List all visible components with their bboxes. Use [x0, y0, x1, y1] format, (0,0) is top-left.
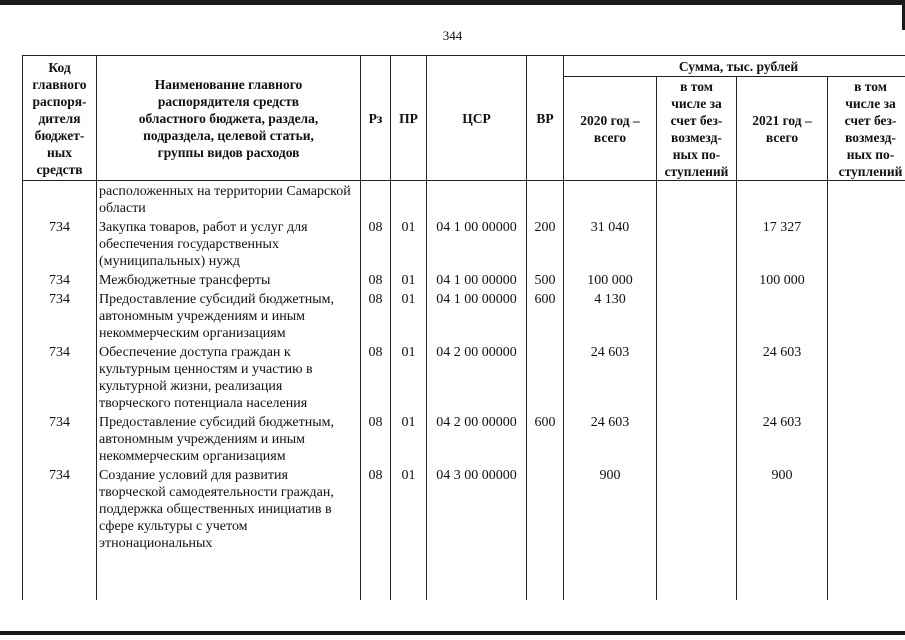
cell-sum-2020: 24 603 — [564, 342, 657, 412]
cell-rz: 08 — [361, 270, 391, 289]
header-rz: Рз — [361, 56, 391, 181]
table-row — [23, 181, 905, 218]
cell-code: 734 — [23, 217, 97, 270]
cell-bezv-2021 — [828, 289, 905, 342]
cell-bezv-2020 — [657, 342, 737, 412]
cell-pr: 01 — [391, 289, 427, 342]
table-row — [23, 465, 905, 552]
cell-sum-2020: 900 — [564, 465, 657, 552]
cell-code: 734 — [23, 465, 97, 552]
cell-pr: 01 — [391, 270, 427, 289]
cell-code: 734 — [23, 342, 97, 412]
cell-csr: 04 3 00 00000 — [427, 465, 527, 552]
cell-sum-2020: 4 130 — [564, 289, 657, 342]
cell-bezv-2020 — [657, 270, 737, 289]
cell-sum-2021: 17 327 — [737, 217, 828, 270]
header-total-2021: 2021 год – всего — [737, 77, 828, 181]
cell-sum-2020: 100 000 — [564, 270, 657, 289]
cell-vr — [527, 342, 564, 412]
cell-sum-2021: 24 603 — [737, 412, 828, 465]
cell-rz: 08 — [361, 465, 391, 552]
cell-csr: 04 1 00 00000 — [427, 289, 527, 342]
cell-name: Обеспечение доступа граждан к культурным ценностям и участию в культурной жизни, реализация творческого потенциала населения — [97, 342, 361, 412]
cell-rz: 08 — [361, 412, 391, 465]
cell-sum-2020: 31 040 — [564, 217, 657, 270]
cell-vr: 500 — [527, 270, 564, 289]
header-sum-group: Сумма, тыс. рублей — [564, 56, 905, 77]
cell-rz: 08 — [361, 289, 391, 342]
cell-name: Закупка товаров, работ и услуг для обеспечения государственных (муниципальных) нужд — [97, 217, 361, 270]
cell-name: Межбюджетные трансферты — [97, 270, 361, 289]
cell-bezv-2021 — [828, 342, 905, 412]
cell-sum-2021: 24 603 — [737, 342, 828, 412]
header-total-2020: 2020 год – всего — [564, 77, 657, 181]
header-code: Код главного распоря- дителя бюджет- ных средств — [23, 56, 97, 181]
cell-bezv-2020 — [657, 181, 737, 218]
cell-vr — [527, 181, 564, 218]
cell-rz — [361, 181, 391, 218]
cell-sum-2020: 24 603 — [564, 412, 657, 465]
cell-bezv-2021 — [828, 181, 905, 218]
cell-pr: 01 — [391, 465, 427, 552]
header-pr: ПР — [391, 56, 427, 181]
cell-bezv-2021 — [828, 270, 905, 289]
cell-name: Создание условий для развития творческой самодеятельности граждан, поддержка общественных инициатив в сфере культуры с учетом этнонациональных — [97, 465, 361, 552]
cell-sum-2021 — [737, 181, 828, 218]
cell-rz: 08 — [361, 342, 391, 412]
cell-code — [23, 181, 97, 218]
cell-pr: 01 — [391, 342, 427, 412]
cell-bezv-2020 — [657, 465, 737, 552]
budget-table — [22, 55, 905, 600]
cell-name: расположенных на территории Самарской области — [97, 181, 361, 218]
cell-rz: 08 — [361, 217, 391, 270]
cell-code: 734 — [23, 289, 97, 342]
cell-pr — [391, 181, 427, 218]
cell-vr: 200 — [527, 217, 564, 270]
cell-csr: 04 1 00 00000 — [427, 217, 527, 270]
cell-sum-2020 — [564, 181, 657, 218]
cell-bezv-2020 — [657, 217, 737, 270]
table-body — [23, 181, 905, 601]
table-row — [23, 217, 905, 270]
cell-pr: 01 — [391, 412, 427, 465]
cell-sum-2021 — [737, 289, 828, 342]
table-row — [23, 270, 905, 289]
cell-name: Предоставление субсидий бюджетным, автономным учреждениям и иным некоммерческим организациям — [97, 412, 361, 465]
cell-vr: 600 — [527, 289, 564, 342]
table-row — [23, 412, 905, 465]
cell-name: Предоставление субсидий бюджетным, автономным учреждениям и иным некоммерческим организациям — [97, 289, 361, 342]
table-header — [23, 56, 905, 181]
cell-csr — [427, 181, 527, 218]
table-row — [23, 342, 905, 412]
cell-csr: 04 2 00 00000 — [427, 342, 527, 412]
cell-pr: 01 — [391, 217, 427, 270]
scan-edge-top — [0, 0, 905, 5]
cell-vr: 600 — [527, 412, 564, 465]
scan-edge-bottom — [0, 631, 905, 635]
cell-bezv-2021 — [828, 217, 905, 270]
table-row — [23, 289, 905, 342]
page-number: 344 — [442, 28, 463, 43]
cell-bezv-2021 — [828, 465, 905, 552]
header-bezvozmezd-2021: в том числе за счет без- возмезд- ных по- ступлений — [828, 77, 905, 181]
cell-bezv-2020 — [657, 289, 737, 342]
cell-sum-2021: 100 000 — [737, 270, 828, 289]
cell-vr — [527, 465, 564, 552]
cell-csr: 04 2 00 00000 — [427, 412, 527, 465]
header-vr: ВР — [527, 56, 564, 181]
header-name: Наименование главного распорядителя средств областного бюджета, раздела, подраздела, целевой статьи, группы видов расходов — [97, 56, 361, 181]
cell-sum-2021: 900 — [737, 465, 828, 552]
header-csr: ЦСР — [427, 56, 527, 181]
cell-csr: 04 1 00 00000 — [427, 270, 527, 289]
cell-code: 734 — [23, 412, 97, 465]
cell-bezv-2020 — [657, 412, 737, 465]
cell-code: 734 — [23, 270, 97, 289]
cell-bezv-2021 — [828, 412, 905, 465]
table-filler-row — [23, 552, 905, 600]
header-bezvozmezd-2020: в том числе за счет без- возмезд- ных по- ступлений — [657, 77, 737, 181]
